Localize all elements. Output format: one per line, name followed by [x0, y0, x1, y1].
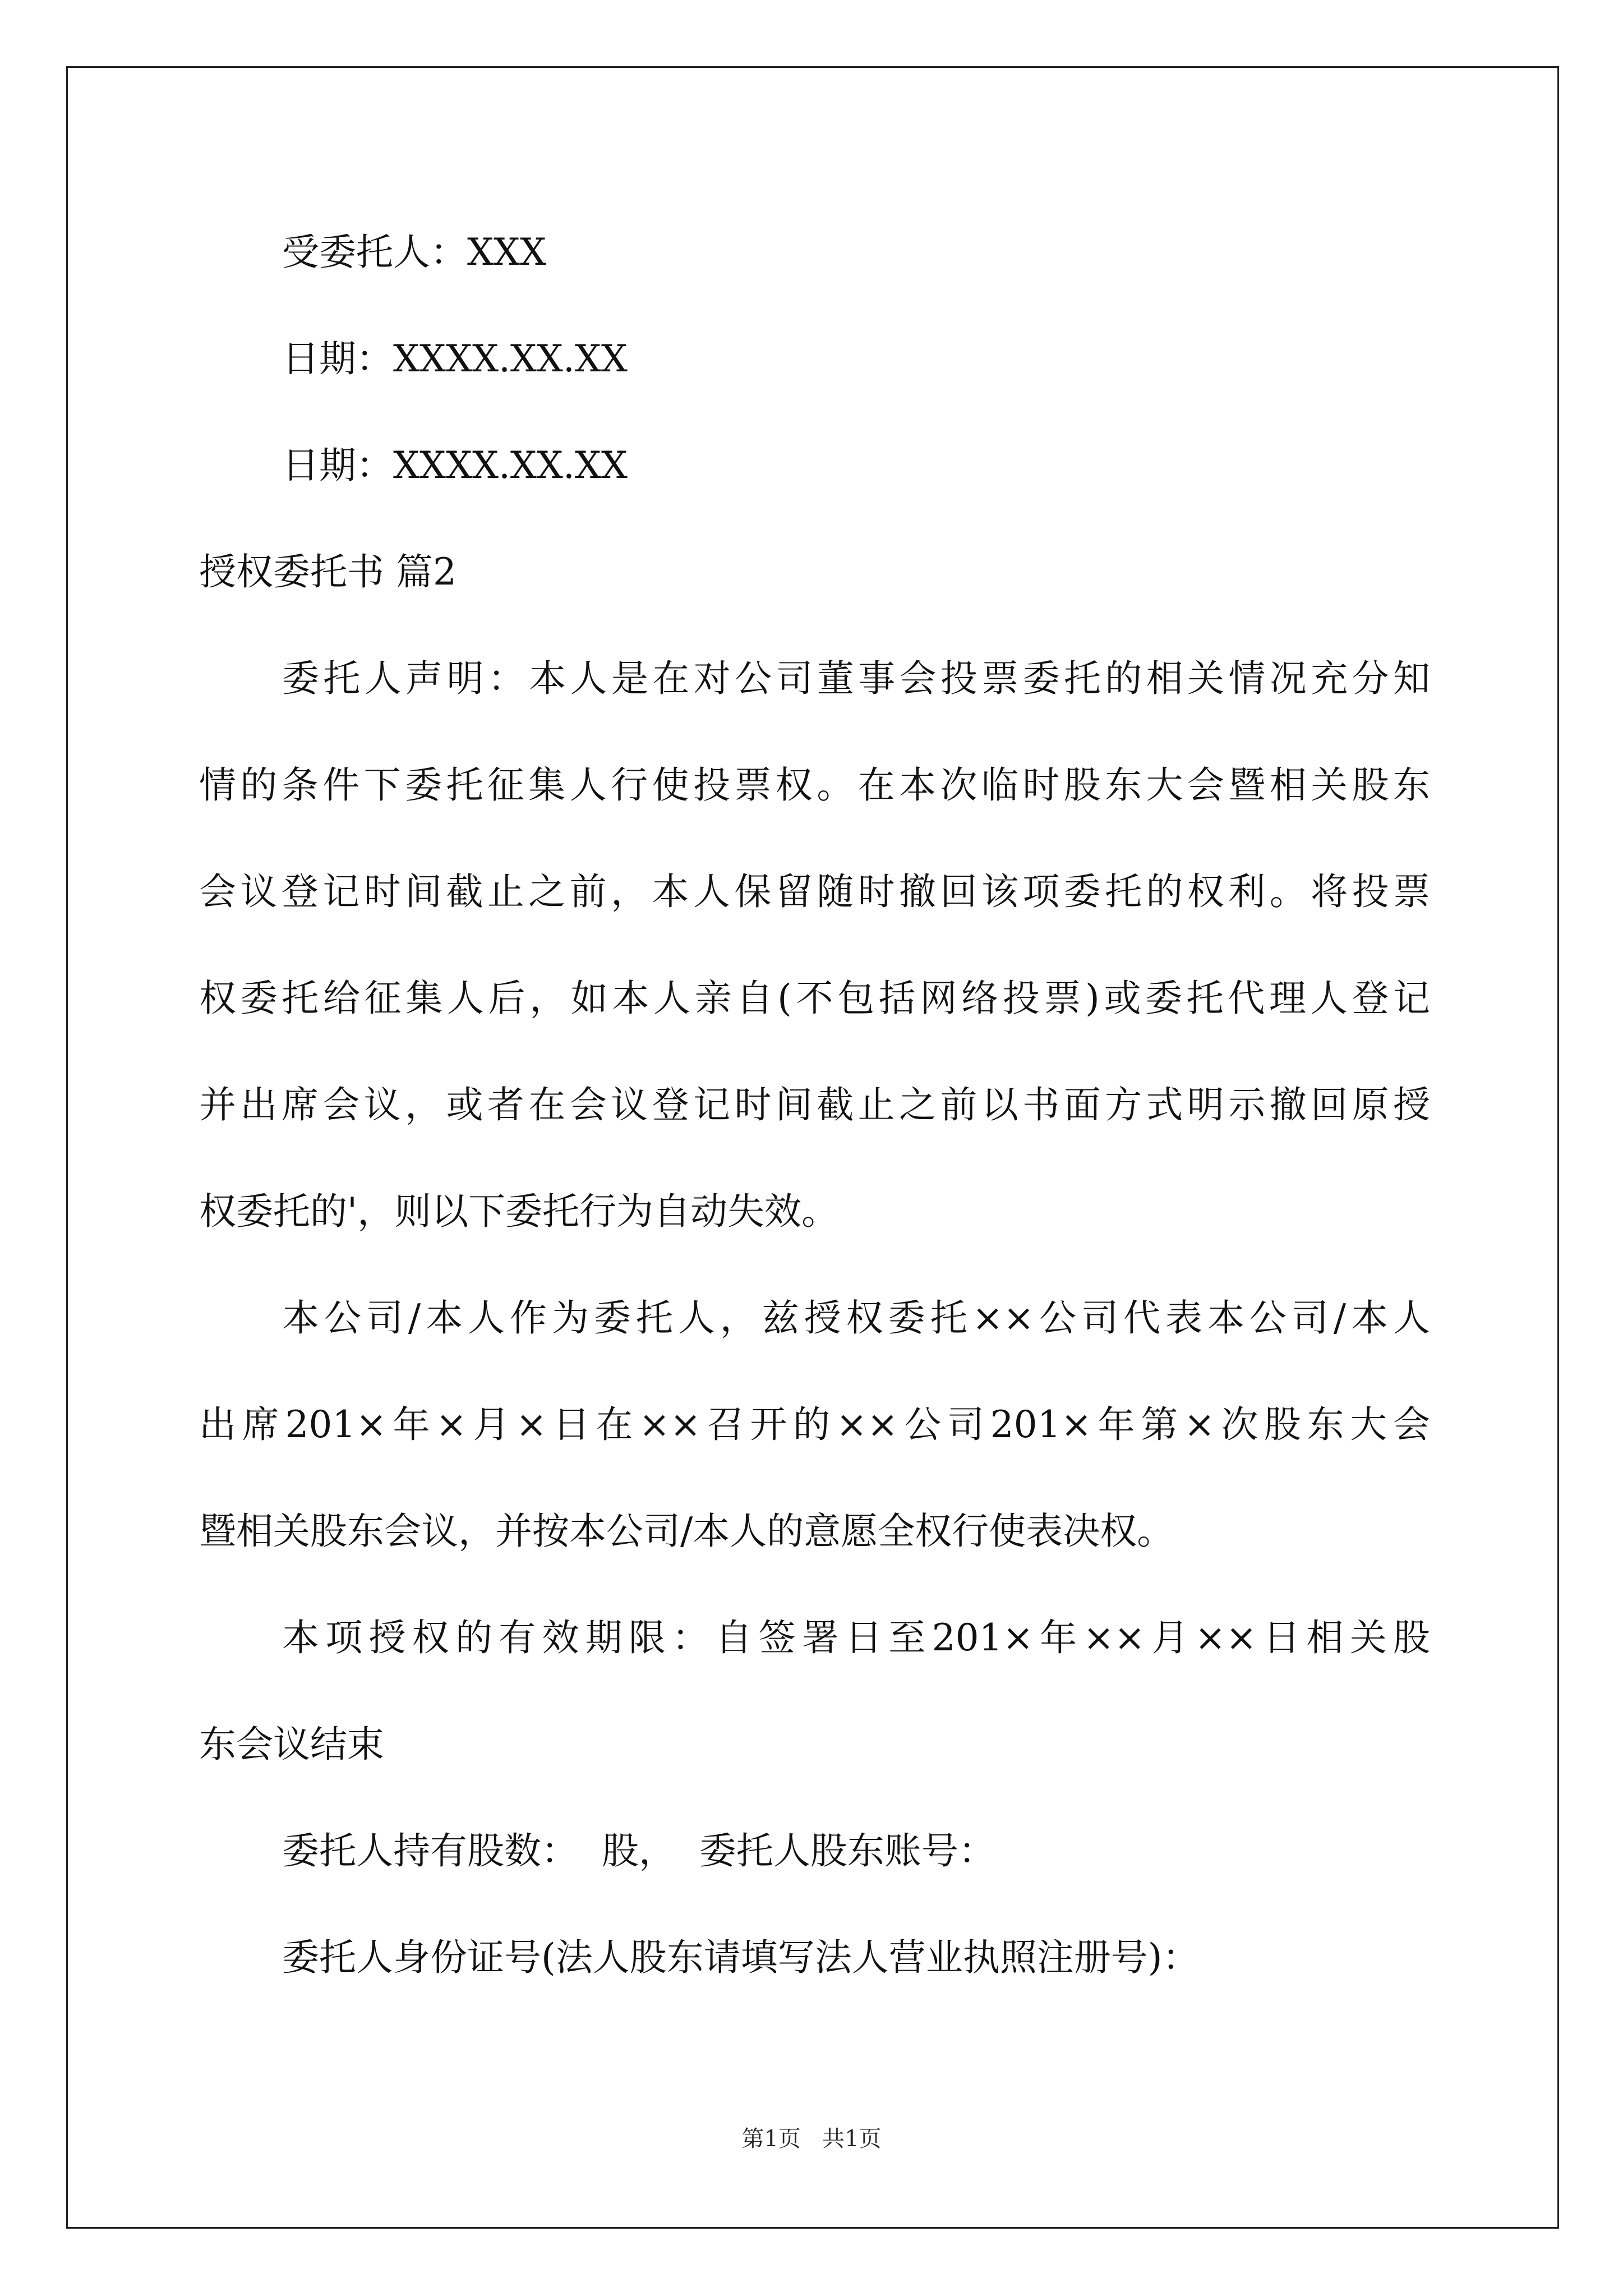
paragraph-line: 权委托给征集人后，如本人亲自(不包括网络投票)或委托代理人登记 [199, 977, 1430, 1020]
page-border [66, 66, 1559, 2229]
shares-line: 委托人持有股数： 股， 委托人股东账号： [282, 1829, 995, 1872]
paragraph-line: 本公司/本人作为委托人，兹授权委托××公司代表本公司/本人 [282, 1296, 1430, 1340]
paragraph-line: 出席201×年×月×日在××召开的××公司201×年第×次股东大会 [199, 1403, 1430, 1446]
trustee-line: 受委托人：XXX [282, 231, 546, 274]
section-title: 授权委托书 篇2 [199, 550, 457, 593]
paragraph-line: 东会议结束 [199, 1723, 384, 1766]
paragraph-line: 暨相关股东会议，并按本公司/本人的意愿全权行使表决权。 [199, 1510, 1174, 1553]
id-number-line: 委托人身份证号(法人股东请填写法人营业执照注册号)： [282, 1936, 1200, 1979]
paragraph-line: 并出席会议，或者在会议登记时间截止之前以书面方式明示撤回原授 [199, 1083, 1430, 1126]
page-footer: 第1页 共1页 [741, 2126, 882, 2152]
paragraph-line: 会议登记时间截止之前，本人保留随时撤回该项委托的权利。将投票 [199, 870, 1430, 913]
paragraph-line: 本项授权的有效期限：自签署日至201×年××月××日相关股 [282, 1616, 1430, 1659]
paragraph-line: 委托人声明：本人是在对公司董事会投票委托的相关情况充分知 [282, 657, 1430, 700]
paragraph-line: 权委托的'，则以下委托行为自动失效。 [199, 1190, 839, 1233]
paragraph-line: 情的条件下委托征集人行使投票权。在本次临时股东大会暨相关股东 [199, 763, 1430, 807]
date-line: 日期：XXXX.XX.XX [282, 337, 628, 380]
date-line: 日期：XXXX.XX.XX [282, 444, 628, 487]
